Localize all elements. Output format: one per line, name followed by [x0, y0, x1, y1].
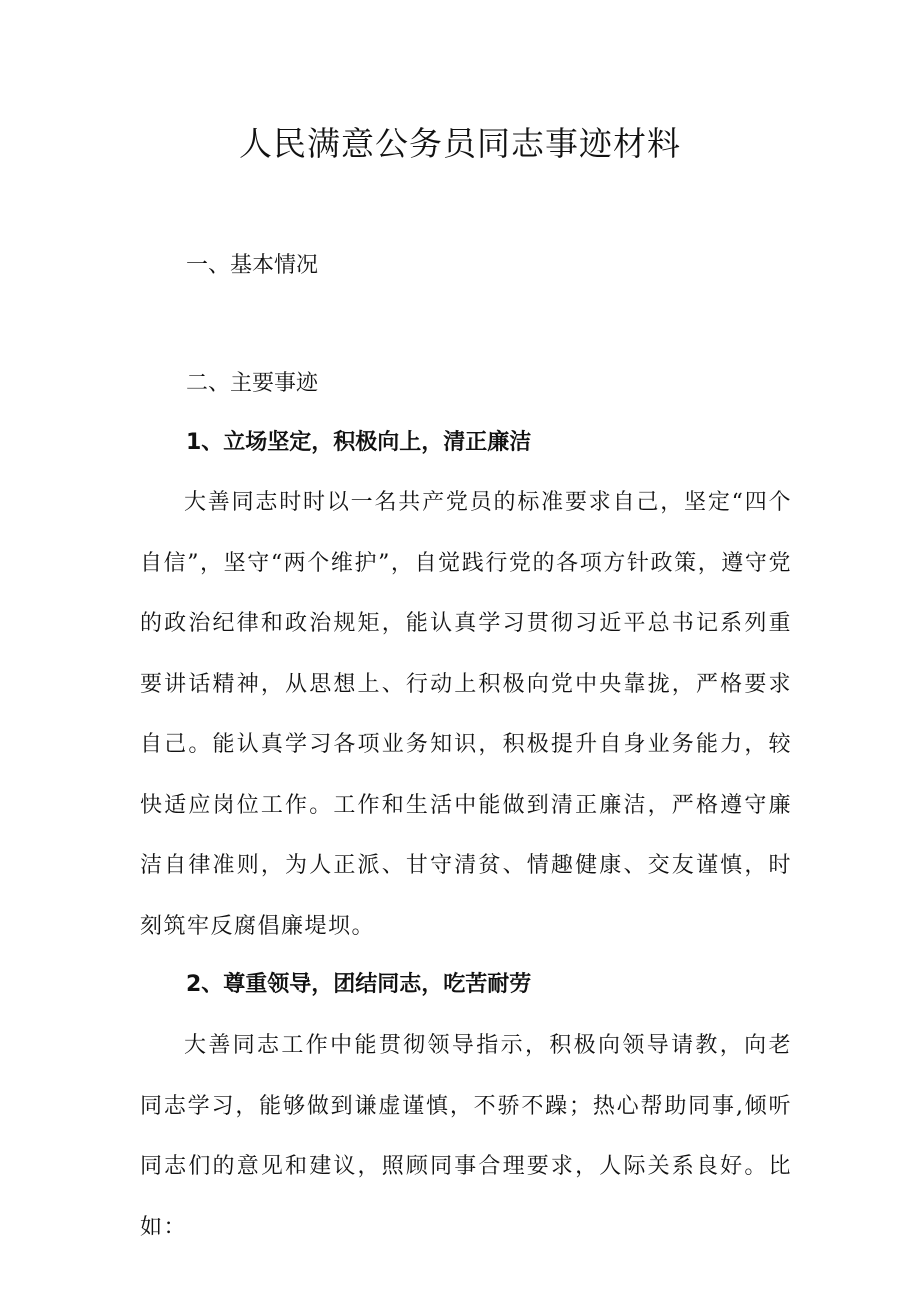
- item-heading-2: 2、尊重领导，团结同志，吃苦耐劳: [186, 972, 532, 997]
- document-title: 人民满意公务员同志事迹材料: [239, 124, 681, 163]
- item-paragraph-1: 大善同志时时以一名共产党员的标准要求自己，坚定“四个自信”，坚守“两个维护”，自觉践行党的各项方针政策，遵守党的政治纪律和政治规矩，能认真学习贯彻习近平总书记系列重要讲话精神，从思想上、行动上积极向党中央靠拢，严格要求自己。能认真学习各项业务知识，积极提升自身业务能力，较快适应岗位工作。工作和生活中能做到清正廉洁，严格遵守廉洁自律准则，为人正派、甘守清贫、情趣健康、交友谨慎，时刻筑牢反腐倡廉堤坝。: [140, 490, 792, 939]
- section-heading-main-deeds: 二、主要事迹: [186, 371, 319, 396]
- section-heading-basic-info: 一、基本情况: [186, 253, 319, 278]
- item-heading-1: 1、立场坚定，积极向上，清正廉洁: [186, 430, 532, 455]
- item-paragraph-2: 大善同志工作中能贯彻领导指示，积极向领导请教，向老同志学习，能够做到谦虚谨慎，不骄不躁；热心帮助同事,倾听同志们的意见和建议，照顾同事合理要求，人际关系良好。比如：: [140, 1033, 792, 1240]
